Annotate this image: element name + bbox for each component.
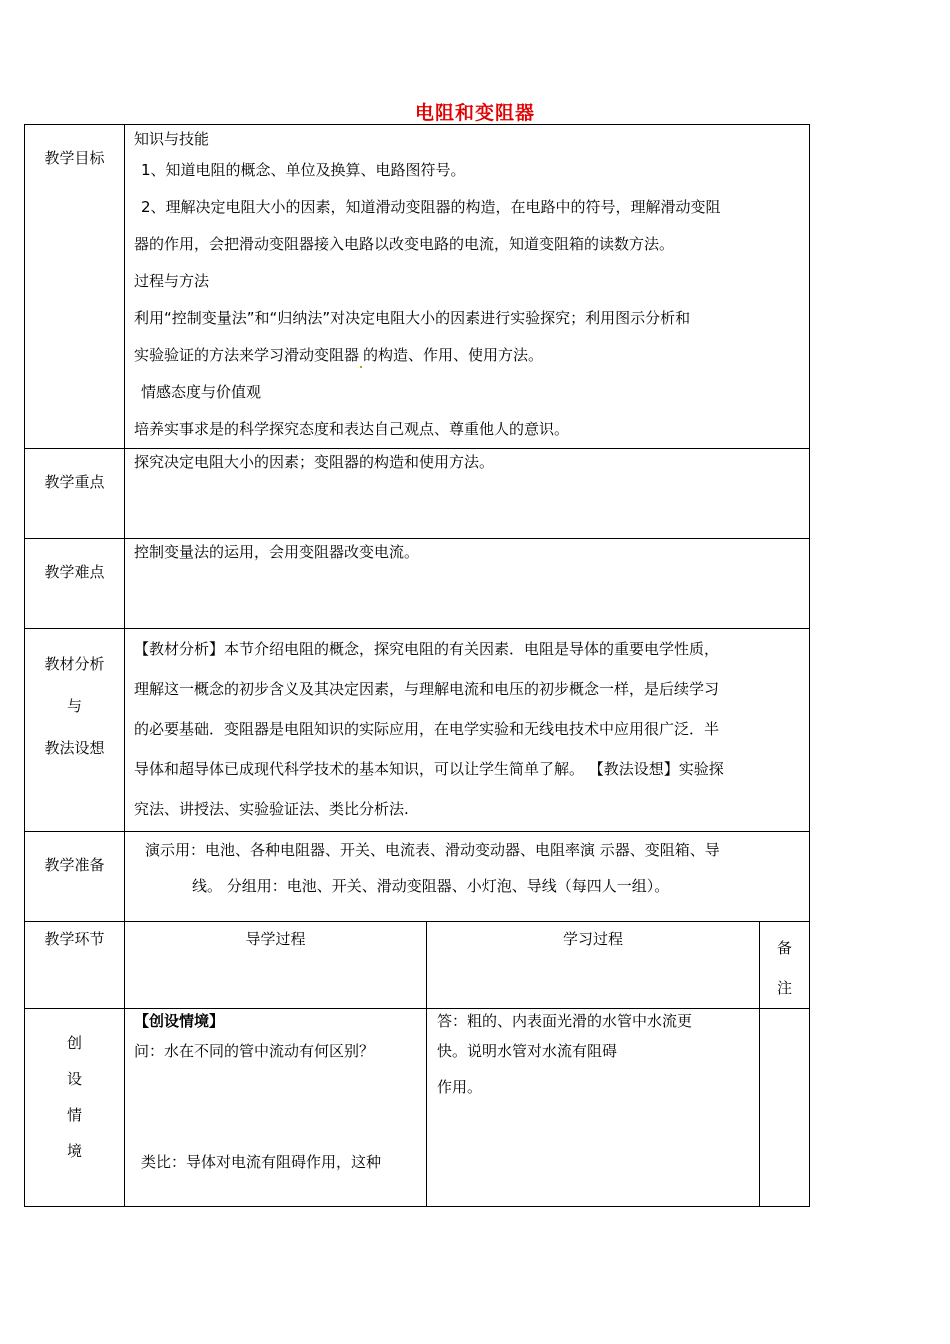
row-stage-create [25,1009,810,1207]
row-teaching-goals [25,125,810,449]
analysis-label-line: 教材分析 [44,655,105,673]
key-points-label: 教学重点 [25,449,125,539]
guide-title: 【创设情境】 [134,1012,225,1030]
stray-dot [360,366,362,368]
learn-header: 学习过程 [427,922,760,1009]
analysis-label-line: 教法设想 [44,739,105,757]
goals-line: 知识与技能 [134,130,210,148]
preparation-content [125,832,810,922]
key-points-text: 探究决定电阻大小的因素；变阻器的构造和使用方法。 [134,453,495,471]
difficulties-content [125,539,810,629]
guide-header: 导学过程 [125,922,427,1009]
stage-create-guide [125,1009,427,1207]
analysis-label-line: 与 [66,697,82,715]
remark-header-char: 注 [777,979,793,997]
analysis-content [125,629,810,832]
analysis-line: 【教材分析】本节介绍电阻的概念，探究电阻的有关因素．电阻是导体的重要电学性质， [134,640,720,658]
goals-line-part: 的构造、作用、使用方法。 [363,346,544,364]
guide-question: 问：水在不同的管中流动有何区别？ [134,1042,375,1060]
stage-label-char: 创 [66,1034,82,1052]
stage-label-char: 情 [66,1106,82,1124]
preparation-line: 演示用：电池、各种电阻器、开关、电流表、滑动变动器、电阻率演 示器、变阻箱、导 [145,841,720,859]
goals-line: 器的作用，会把滑动变阻器接入电路以改变电路的电流，知道变阻箱的读数方法。 [134,235,675,253]
goals-line [125,337,809,374]
stage-create-learn [427,1009,760,1207]
stage-header: 教学环节 [25,922,125,1009]
goals-line: 1、知道电阻的概念、单位及换算、电路图符号。 [141,161,466,179]
difficulties-label: 教学难点 [25,539,125,629]
analysis-line: 导体和超导体已成现代科学技术的基本知识，可以让学生简单了解。 【教法设想】实验探 [134,760,724,778]
remark-header [760,922,810,1009]
learn-line: 快。说明水管对水流有阻碍 [437,1042,618,1060]
stage-create-remark [760,1009,810,1207]
row-preparation [25,832,810,922]
difficulties-text: 控制变量法的运用，会用变阻器改变电流。 [134,543,420,561]
stage-create-label [25,1009,125,1207]
analysis-label [25,629,125,832]
goals-line: 利用“控制变量法”和“归纳法”对决定电阻大小的因素进行实验探究；利用图示分析和 [134,309,691,327]
document-title: 电阻和变阻器 [414,102,535,124]
goals-line: 培养实事求是的科学探究态度和表达自己观点、尊重他人的意识。 [134,420,570,438]
remark-header-char: 备 [777,939,793,957]
analysis-line: 的必要基础．变阻器是电阻知识的实际应用，在电学实验和无线电技术中应用很广泛．半 [134,720,720,738]
goals-line: 2、理解决定电阻大小的因素，知道滑动变阻器的构造，在电路中的符号，理解滑动变阻 [141,198,721,216]
stage-label-char: 设 [66,1070,82,1088]
goals-line-part: 实验验证的方法来学习滑动变阻器 [134,346,360,364]
lesson-plan-table [24,124,810,1207]
row-key-points [25,449,810,539]
row-difficulties [25,539,810,629]
goals-line: 过程与方法 [134,272,210,290]
goals-line: 情感态度与价值观 [141,383,262,401]
row-process-header [25,922,810,1009]
analysis-line: 究法、讲授法、实验验证法、类比分析法. [134,800,409,818]
guide-analogy: 类比：导体对电流有阻碍作用，这种 [141,1153,382,1171]
analysis-line: 理解这一概念的初步含义及其决定因素，与理解电流和电压的初步概念一样，是后续学习 [134,680,720,698]
preparation-label: 教学准备 [25,832,125,922]
goals-label: 教学目标 [25,125,125,449]
preparation-line: 线。 分组用：电池、开关、滑动变阻器、小灯泡、导线（每四人一组）。 [192,877,670,895]
learn-line: 作用。 [437,1078,483,1096]
learn-line: 答：粗的、内表面光滑的水管中水流更 [437,1012,693,1030]
stage-label-char: 境 [66,1142,82,1160]
goals-content [125,125,810,449]
row-analysis [25,629,810,832]
key-points-content [125,449,810,539]
